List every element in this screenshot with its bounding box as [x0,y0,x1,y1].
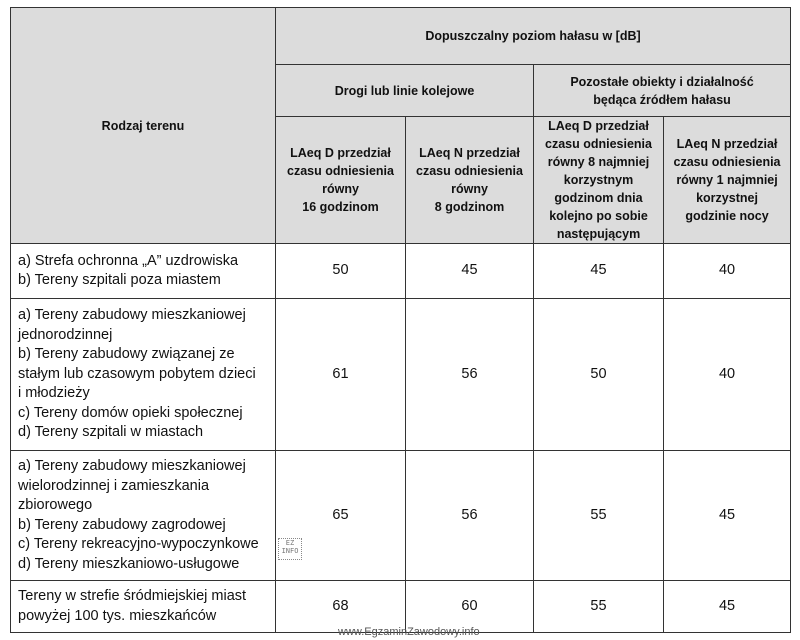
value-text: 65 [332,506,349,523]
terrain-cell [11,581,276,633]
subheader-other-night [664,117,791,244]
subheader-line: LAeq D przedział [548,119,649,133]
value-cell: 55 [534,451,664,581]
terrain-line: c) Tereny rekreacyjno-wypoczynkowe [18,536,259,552]
value-cell [276,451,406,581]
subheader-line: 16 godzinom [302,200,379,214]
subheader-line: LAeq N przedział [419,146,520,160]
ez-info-logo [278,538,302,560]
terrain-line: d) Tereny mieszkaniowo-usługowe [18,555,240,572]
terrain-cell [11,244,276,299]
table-row [11,299,791,451]
terrain-line: zbiorowego [18,497,93,513]
subheader-line: równy 1 najmniej [676,173,778,187]
terrain-line: Tereny w strefie śródmiejskiej miast [18,588,247,604]
subheader-line: czasu odniesienia [673,155,781,169]
group-header-other [534,65,791,117]
group-header-other-line: Pozostałe obiekty i działalność [570,74,754,89]
terrain-line: d) Tereny szpitali w miastach [18,424,204,441]
value-cell: 45 [664,451,791,581]
group-header-other-line: będąca źródłem hałasu [593,92,731,107]
subheader-line: korzystnym [563,173,634,187]
subheader-line: LAeq N przedział [676,137,778,151]
value-cell: 56 [406,299,534,451]
logo-line: INFO [281,547,299,555]
table-row [11,244,791,299]
subheader-line: godzinom dnia [554,191,643,205]
terrain-line: a) Tereny zabudowy mieszkaniowej [18,458,246,474]
value-cell: 50 [276,244,406,299]
subheader-line: czasu odniesienia [416,164,523,178]
subheader-line: kolejno po sobie [549,209,648,223]
value-cell: 61 [276,299,406,451]
group-header-roads: Drogi lub linie kolejowe [276,65,534,117]
terrain-column-header: Rodzaj terenu [11,8,276,244]
subheader-line: następującym [556,227,641,241]
terrain-line: b) Tereny zabudowy związanej ze [18,346,235,363]
terrain-cell [11,451,276,581]
watermark-text: www.EgzaminZawodowy.info [338,626,480,638]
terrain-line: b) Tereny zabudowy zagrodowej [18,516,226,533]
subheader-other-day [534,117,664,244]
subheader-line: równy [322,182,359,196]
value-cell: 45 [664,581,791,633]
subheader-roads-day [276,117,406,244]
terrain-line: b) Tereny szpitali poza miastem [18,272,221,288]
subheader-roads-night [406,117,534,244]
subheader-line: czasu odniesienia [287,164,394,178]
value-cell: 55 [534,581,664,633]
terrain-line: wielorodzinnej i zamieszkania [18,477,210,494]
subheader-line: równy [451,182,488,196]
terrain-line: a) Strefa ochronna „A” uzdrowiska [18,252,239,269]
subheader-line: 8 godzinom [434,200,505,214]
value-cell: 56 [406,451,534,581]
terrain-line: powyżej 100 tys. mieszkańców [18,607,217,624]
value-cell: 60 [406,581,534,633]
value-cell: 45 [406,244,534,299]
subheader-line: godzinie nocy [685,209,769,223]
table-row [11,581,791,633]
terrain-line: stałym lub czasowym pobytem dzieci [18,365,256,382]
logo-line: EZ [285,539,295,547]
subheader-line: równy 8 najmniej [547,155,650,169]
main-header: Dopuszczalny poziom hałasu w [dB] [276,8,791,65]
terrain-line: jednorodzinnej [18,326,113,343]
subheader-line: czasu odniesienia [545,137,652,151]
value-cell: 40 [664,244,791,299]
value-cell: 68 [276,581,406,633]
table-row [11,451,791,581]
subheader-line: LAeq D przedział [290,146,391,160]
terrain-line: a) Tereny zabudowy mieszkaniowej [18,307,246,324]
value-cell: 50 [534,299,664,451]
terrain-cell [11,299,276,451]
value-cell: 45 [534,244,664,299]
noise-levels-table [10,7,791,633]
terrain-line: c) Tereny domów opieki społecznej [18,404,243,421]
value-cell: 40 [664,299,791,451]
terrain-line: i młodzieży [18,385,90,402]
subheader-line: korzystnej [696,191,758,205]
